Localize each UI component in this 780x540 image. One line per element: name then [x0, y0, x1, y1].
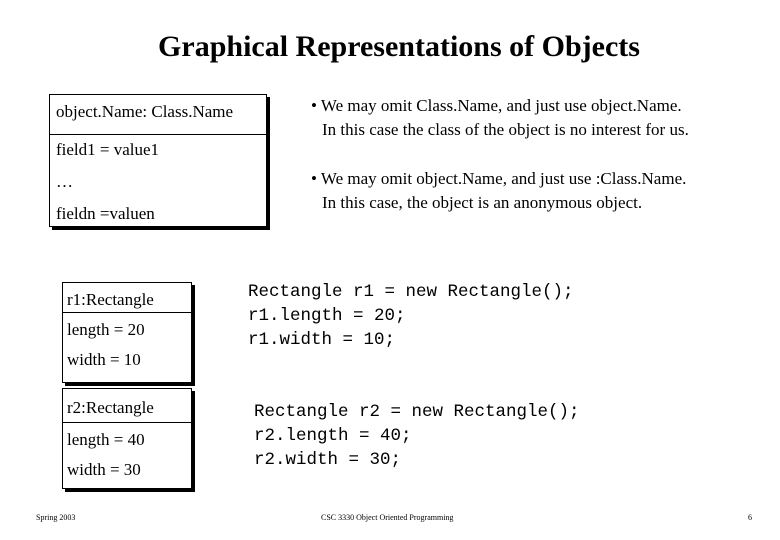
bullet-line: • We may omit object.Name, and just use :Class.Name. — [311, 169, 687, 188]
object-box-fields — [63, 423, 191, 491]
code-block-r2 — [254, 400, 580, 472]
field-line: length = 40 — [67, 430, 145, 449]
bullet-omit-object-name — [311, 167, 771, 215]
bullet-line: In this case, the object is an anonymous object. — [322, 193, 643, 212]
generic-object-box — [49, 94, 267, 227]
object-name-label: r1:Rectangle — [67, 290, 154, 309]
code-line: Rectangle r2 = new Rectangle(); — [254, 402, 580, 422]
r2-object-box — [62, 388, 192, 489]
code-line: Rectangle r1 = new Rectangle(); — [248, 282, 574, 302]
code-line: r1.length = 20; — [248, 306, 406, 326]
field-line: width = 30 — [67, 460, 141, 479]
field-line: … — [56, 172, 73, 191]
footer-course: CSC 3330 Object Oriented Programming — [321, 513, 454, 522]
object-name-label: r2:Rectangle — [67, 398, 154, 417]
field-line: width = 10 — [67, 350, 141, 369]
bullet-line: In this case the class of the object is no interest for us. — [322, 120, 689, 139]
page-title: Graphical Representations of Objects — [158, 30, 640, 63]
field-line: field1 = value1 — [56, 140, 160, 159]
object-box-header — [63, 283, 191, 313]
object-box-fields — [50, 135, 266, 237]
code-line: r1.width = 10; — [248, 330, 396, 350]
bullet-omit-class-name — [311, 94, 771, 142]
slide-number: 6 — [748, 513, 752, 522]
footer-date: Spring 2003 — [36, 513, 76, 522]
field-line: fieldn =valuen — [56, 204, 155, 223]
code-line: r2.width = 30; — [254, 450, 402, 470]
field-line: length = 20 — [67, 320, 145, 339]
object-name-label: object.Name: Class.Name — [56, 102, 234, 121]
code-line: r2.length = 40; — [254, 426, 412, 446]
object-box-fields — [63, 313, 191, 381]
object-box-header — [63, 389, 191, 423]
r1-object-box — [62, 282, 192, 383]
bullet-line: • We may omit Class.Name, and just use object.Name. — [311, 96, 682, 115]
object-box-header — [50, 95, 266, 135]
code-block-r1 — [248, 280, 574, 352]
